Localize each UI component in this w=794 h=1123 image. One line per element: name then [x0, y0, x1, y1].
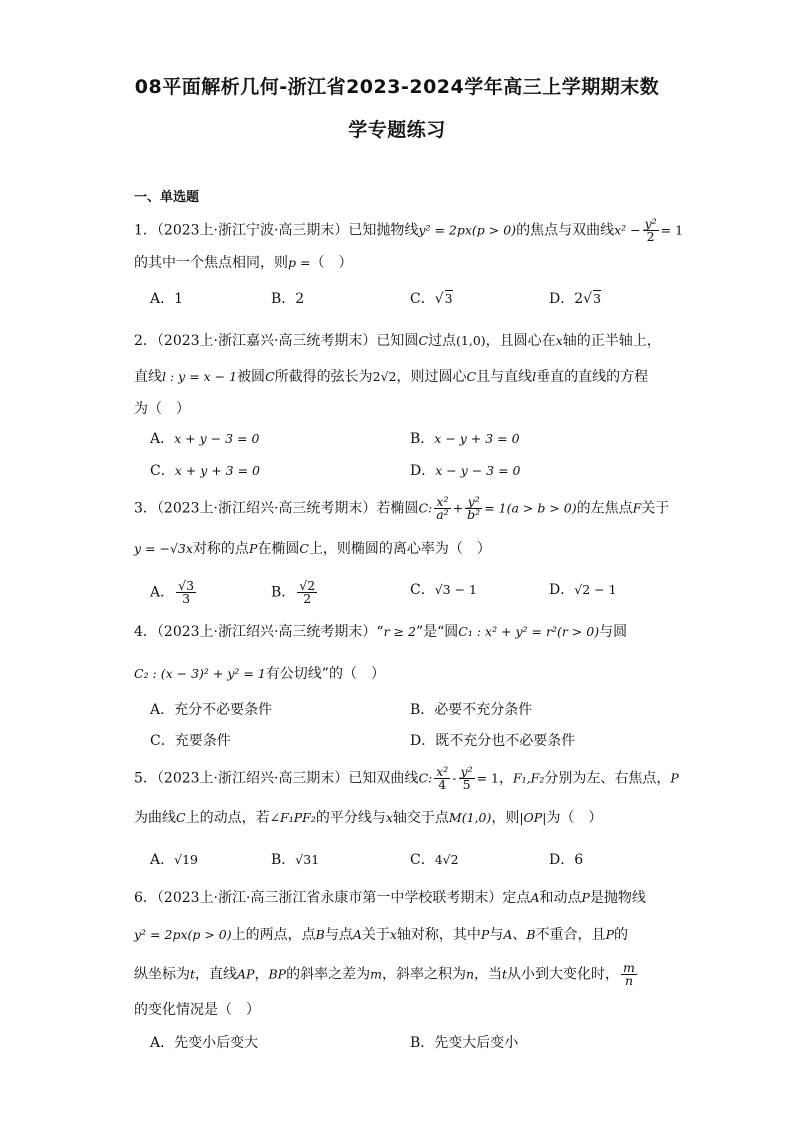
q4-text: 4．（2023上·浙江绍兴·高三统考期末）“ — [134, 624, 384, 640]
fraction-denominator: b² — [467, 507, 481, 522]
fraction-denominator: 2 — [303, 591, 312, 606]
option-label: D． — [410, 463, 436, 479]
q5-text: ，则 — [491, 810, 520, 826]
option-formula: x + y − 3 = 0 — [174, 431, 260, 446]
q5-text: 分别为左、右焦点， — [544, 770, 671, 787]
q1-formula: x² − — [614, 222, 641, 238]
q6-text: 轴对称，其中 — [396, 927, 481, 943]
q1-formula: = 1 — [660, 222, 684, 238]
q2-formula: 2√2 — [372, 369, 397, 384]
q2-text: 2．（2023上·浙江嘉兴·高三统考期末）已知圆 — [134, 333, 419, 349]
option-label: A． — [150, 852, 175, 868]
q6-formula: x — [389, 927, 397, 942]
q6-formula: B — [526, 927, 536, 942]
q6-formula: A — [352, 927, 362, 942]
q3-text: 在椭圆 — [257, 541, 300, 557]
question-5-line-2 — [134, 808, 664, 828]
q2-option-a — [150, 429, 259, 449]
option-fraction — [297, 580, 317, 605]
q3-text: 的左焦点 — [576, 500, 633, 517]
q4-formula: r ≥ 2 — [383, 624, 416, 639]
q4-option-d: D．既不充分也不必要条件 — [410, 733, 576, 749]
q3-text: 关于 — [641, 500, 670, 517]
question-6-line-3 — [134, 962, 664, 987]
q2-text: 且与直线 — [476, 369, 533, 385]
fraction-denominator: 2 — [646, 229, 655, 244]
q2-text: 轴的正半轴上， — [562, 333, 661, 349]
option-formula: √2 − 1 — [574, 582, 617, 597]
q6-text: 上的两点，点 — [231, 927, 316, 943]
fraction-numerator: √2 — [299, 578, 316, 593]
q2-formula: C — [265, 369, 275, 384]
q6-text: 与点 — [324, 927, 353, 943]
q6-formula: A — [530, 890, 540, 905]
q3-text: 上，则椭圆的离心率为（ ） — [308, 541, 491, 557]
q2-formula: x — [555, 333, 563, 348]
q4-option-a: A．充分不必要条件 — [150, 702, 273, 718]
q6-option-b: B．先变大后变小 — [410, 1035, 519, 1051]
option-fraction — [176, 580, 196, 605]
q1-text: （ ） — [310, 255, 353, 271]
q2-formula: l — [532, 369, 537, 384]
fraction-denominator: 3 — [182, 591, 191, 606]
fraction-denominator: n — [624, 973, 633, 988]
question-2-line-1 — [134, 331, 664, 351]
q2-text: 所截得的弦长为 — [274, 369, 373, 385]
q3-formula: P — [248, 541, 258, 556]
radicand: 3 — [593, 291, 602, 306]
q2-text: ，则过圆心 — [396, 369, 467, 385]
q5-text: 的平分线与 — [315, 810, 386, 826]
q6-text: 、 — [512, 927, 527, 943]
q3-option-a — [150, 580, 198, 605]
question-5-line-1 — [134, 764, 679, 792]
q2-formula: (1,0) — [456, 333, 486, 348]
q2-text: 直线 — [134, 369, 162, 385]
q6-text: 是抛物线 — [589, 890, 646, 906]
q2-formula: l : y = x − 1 — [162, 369, 238, 384]
q6-formula: AP — [237, 966, 255, 982]
q3-fraction-x — [434, 496, 450, 521]
q6-text: 的 — [613, 927, 628, 943]
question-3-line-2 — [134, 539, 664, 559]
fraction-numerator: x² — [436, 764, 449, 779]
q2-text: 被圆 — [237, 369, 266, 385]
question-1-line-1 — [134, 216, 684, 244]
option-label: B． — [410, 431, 435, 447]
option-label: B． — [271, 852, 296, 868]
q5-formula: F₁,F₂ — [513, 770, 545, 786]
option-label: C． — [410, 582, 435, 598]
option-label: B． — [271, 584, 296, 601]
q5-formula: M(1,0) — [448, 810, 492, 825]
fraction-numerator: x² — [434, 496, 450, 509]
q5-formula: C — [176, 810, 186, 825]
q5-option-b — [271, 850, 319, 870]
q6-formula: n — [465, 966, 475, 982]
q5-text: ， — [499, 770, 513, 787]
q6-option-a: A．先变小后变大 — [150, 1035, 259, 1051]
q4-text: 有公切线”的（ ） — [265, 666, 385, 682]
q5-option-d: D．6 — [549, 852, 584, 868]
q3-formula: C: — [418, 500, 433, 516]
q5-fraction-x — [434, 766, 450, 791]
q6-text: ， — [254, 966, 269, 983]
q6-text: ，斜率之积为 — [381, 966, 466, 983]
q1-formula: p = — [288, 255, 311, 270]
fraction-numerator: m — [623, 960, 635, 975]
q3-formula: y = −√3x — [134, 541, 193, 556]
q1-option-b: B．2 — [271, 291, 305, 307]
fraction-denominator: 4 — [438, 777, 447, 792]
option-formula: √19 — [174, 852, 198, 867]
q4-option-b: B．必要不充分条件 — [410, 702, 533, 718]
q2-text: 垂直的直线的方程 — [536, 369, 649, 385]
q2-option-c — [150, 461, 260, 481]
q6-text: ，直线 — [195, 966, 238, 983]
q3-option-c — [410, 580, 477, 600]
q6-formula: BP — [268, 966, 287, 982]
document-title-line1: 08平面解析几何-浙江省2023-2024学年高三上学期期末数 — [134, 76, 660, 98]
q6-text: 从小到大变化时， — [507, 966, 620, 983]
q5-formula: = 1 — [476, 770, 499, 786]
q3-option-b — [271, 580, 319, 605]
option-label: D．2 — [549, 291, 584, 307]
option-label: C． — [410, 291, 435, 307]
option-label: C． — [410, 852, 435, 868]
option-formula: x − y − 3 = 0 — [435, 463, 521, 478]
question-6-line-4: 的变化情况是（ ） — [134, 1002, 260, 1018]
q5-text: 上的动点，若 — [185, 810, 270, 826]
q5-formula: ∠F₁PF₂ — [269, 810, 316, 825]
radicand: 3 — [444, 291, 453, 306]
q5-text: 为曲线 — [134, 810, 176, 826]
q6-text: 不重合，且 — [535, 927, 606, 943]
q2-formula: C — [466, 369, 477, 384]
q2-text: ，且圆心在 — [485, 333, 556, 349]
option-label: C． — [150, 463, 175, 479]
q6-formula: t — [190, 966, 196, 982]
q6-text: 关于 — [361, 927, 390, 943]
q6-formula: t — [502, 966, 508, 982]
q6-formula: m — [370, 966, 382, 982]
option-formula: x − y + 3 = 0 — [434, 431, 520, 446]
fraction-numerator: y² — [460, 764, 473, 779]
q1-formula: y² = 2px(p > 0) — [418, 222, 517, 238]
fraction-denominator: 5 — [462, 777, 471, 792]
question-6-line-2 — [134, 925, 664, 945]
q6-text: 纵坐标为 — [134, 966, 190, 983]
option-formula: √3 − 1 — [434, 582, 478, 597]
q4-text: ”是“圆 — [415, 624, 459, 640]
q6-text: 和动点 — [539, 890, 582, 906]
fraction-denominator: a² — [436, 507, 449, 522]
option-formula: √31 — [295, 852, 320, 867]
q5-text: 为（ ） — [546, 810, 603, 826]
fraction-numerator: y² — [644, 216, 657, 231]
q1-text: 的其中一个焦点相同，则 — [134, 255, 288, 271]
q6-text: 6．（2023上·浙江·高三浙江省永康市第一中学校联考期末）定点 — [134, 890, 531, 906]
q6-formula: A — [503, 927, 513, 942]
fraction-numerator: √3 — [178, 578, 195, 593]
q6-formula: P — [605, 927, 614, 942]
q5-formula: |OP| — [519, 810, 547, 825]
q4-formula: C₂ : (x − 3)² + y² = 1 — [134, 666, 266, 681]
q2-formula: C — [418, 333, 429, 348]
question-2-line-3: 为（ ） — [134, 401, 190, 417]
q1-text: 1．（2023上·浙江宁波·高三期末）已知抛物线 — [134, 222, 419, 239]
q1-option-d: D．2√3 — [549, 291, 602, 307]
q5-text: 轴交于点 — [392, 810, 449, 826]
section-heading: 一、单选题 — [134, 190, 200, 205]
q1-option-c: C．√3 — [410, 291, 453, 307]
q2-text: 过点 — [428, 333, 457, 349]
q6-text: 与 — [489, 927, 504, 943]
q3-formula: + — [452, 500, 464, 516]
option-label: A． — [150, 431, 175, 447]
q5-formula: - — [452, 770, 457, 786]
q3-text: 3．（2023上·浙江绍兴·高三统考期末）若椭圆 — [134, 500, 419, 517]
q3-option-d — [549, 580, 617, 600]
q2-option-d — [410, 461, 521, 481]
q6-formula: y² = 2px(p > 0) — [134, 927, 232, 942]
q6-text: ，当 — [474, 966, 503, 983]
option-formula: 4√2 — [434, 852, 459, 867]
q1-fraction — [643, 218, 659, 243]
q4-formula: C₁ : x² + y² = r²(r > 0) — [458, 624, 600, 639]
question-6-line-1 — [134, 888, 664, 908]
q3-formula: = 1(a > b > 0) — [484, 500, 577, 516]
question-1-line-2 — [134, 253, 664, 273]
q1-option-a: A．1 — [150, 291, 184, 307]
q5-formula: x — [385, 810, 393, 825]
q5-text: 5．（2023上·浙江绍兴·高三期末）已知双曲线 — [134, 770, 419, 787]
q5-option-c — [410, 850, 459, 870]
q1-text: 的焦点与双曲线 — [516, 222, 615, 239]
q3-formula: C — [299, 541, 309, 556]
q4-text: 与圆 — [599, 624, 628, 640]
q3-text: 对称的点 — [192, 541, 249, 557]
option-label: A． — [150, 584, 175, 601]
q6-formula: P — [480, 927, 490, 942]
option-formula: x + y + 3 = 0 — [174, 463, 260, 478]
q5-formula: P — [670, 770, 679, 786]
q6-formula: B — [315, 927, 325, 942]
option-label: D． — [549, 582, 575, 598]
question-3-line-1 — [134, 494, 670, 522]
q6-formula: P — [581, 890, 590, 905]
question-2-line-2 — [134, 367, 664, 387]
q6-fraction — [621, 962, 637, 987]
q6-text: 的斜率之差为 — [286, 966, 371, 983]
q5-formula: C: — [418, 770, 433, 786]
q5-fraction-y — [459, 766, 475, 791]
question-4-line-1 — [134, 622, 664, 642]
q4-option-c: C．充要条件 — [150, 733, 231, 749]
q3-fraction-y — [465, 496, 482, 521]
question-4-line-2 — [134, 664, 664, 684]
q3-formula: F — [632, 500, 642, 516]
document-title-line2: 学专题练习 — [348, 119, 446, 141]
q5-option-a — [150, 850, 198, 870]
fraction-numerator: y² — [465, 496, 482, 509]
q2-option-b — [410, 429, 520, 449]
